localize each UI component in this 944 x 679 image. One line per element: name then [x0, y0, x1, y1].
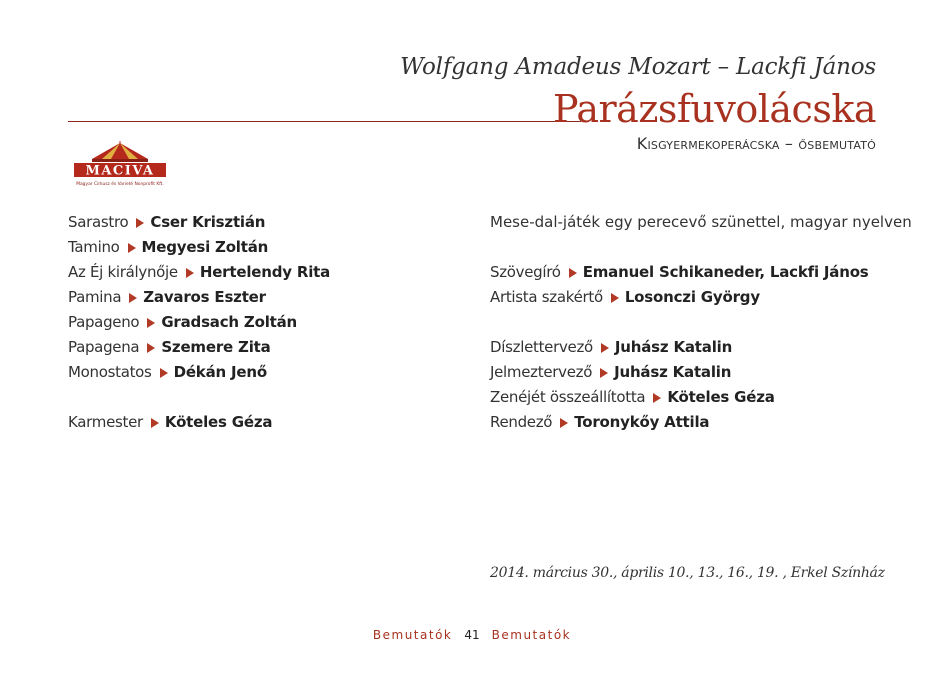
arrow-icon — [653, 393, 661, 403]
spacer — [490, 235, 890, 260]
role-label: Papagena — [68, 338, 140, 356]
authors-line: Wolfgang Amadeus Mozart – Lackfi János — [400, 54, 876, 80]
person-name: Köteles Géza — [667, 388, 775, 406]
role-label: Rendező — [490, 413, 553, 431]
cast-row — [68, 210, 448, 235]
production-description: Mese-dal-játék egy perecevő szünettel, magyar nyelven — [490, 213, 912, 231]
creators-list-a — [490, 260, 890, 310]
person-name: Emanuel Schikaneder, Lackfi János — [582, 263, 869, 281]
page-subtitle: Kisgyermekoperácska – ősbemutató — [636, 134, 876, 153]
person-name: Cser Krisztián — [150, 213, 266, 231]
arrow-icon — [160, 368, 168, 378]
footer-section-right: Bemutatók — [491, 628, 572, 642]
person-name: Juhász Katalin — [614, 363, 732, 381]
person-name: Zavaros Eszter — [143, 288, 266, 306]
arrow-icon — [560, 418, 568, 428]
creators-list-b — [490, 335, 890, 435]
person-name: Losonczi György — [624, 288, 760, 306]
logo-tagline: Magyar Cirkusz és Varieté Nonprofit Kft. — [76, 182, 164, 187]
person-name: Gradsach Zoltán — [161, 313, 298, 331]
person-name: Juhász Katalin — [614, 338, 733, 356]
spacer — [68, 385, 448, 410]
arrow-icon — [600, 368, 608, 378]
arrow-icon — [147, 343, 155, 353]
person-name: Megyesi Zoltán — [141, 238, 269, 256]
cast-row — [68, 360, 448, 385]
credit-row — [490, 410, 890, 435]
role-label: Az Éj királynője — [68, 263, 178, 281]
cast-column — [68, 210, 448, 435]
role-label: Pamina — [68, 288, 122, 306]
title-rule — [68, 121, 581, 122]
person-name: Toronykőy Attila — [574, 413, 710, 431]
cast-row — [68, 335, 448, 360]
role-label: Díszlettervező — [490, 338, 593, 356]
role-label: Zenéjét összeállította — [490, 388, 646, 406]
person-name: Hertelendy Rita — [199, 263, 331, 281]
arrow-icon — [136, 218, 144, 228]
person-name: Dékán Jenő — [173, 363, 267, 381]
logo-wordmark: MACIVA — [85, 163, 155, 179]
page-title: Parázsfuvolácska — [552, 87, 876, 131]
arrow-icon — [569, 268, 577, 278]
role-label: Papageno — [68, 313, 140, 331]
cast-row — [68, 235, 448, 260]
credit-row — [490, 260, 890, 285]
role-label: Szövegíró — [490, 263, 561, 281]
arrow-icon — [129, 293, 137, 303]
role-label: Sarastro — [68, 213, 129, 231]
arrow-icon — [128, 243, 136, 253]
cast-row — [68, 310, 448, 335]
maciva-logo — [74, 141, 166, 191]
credit-row — [490, 335, 890, 360]
cast-row — [68, 285, 448, 310]
credit-row — [490, 285, 890, 310]
page-number: 41 — [464, 628, 480, 642]
arrow-icon — [147, 318, 155, 328]
footer-section-left: Bemutatók — [372, 628, 453, 642]
role-label: Jelmeztervező — [490, 363, 593, 381]
arrow-icon — [611, 293, 619, 303]
page-footer — [0, 628, 944, 642]
arrow-icon — [601, 343, 609, 353]
conductor-role: Karmester — [68, 413, 143, 431]
arrow-icon — [186, 268, 194, 278]
credit-row — [490, 385, 890, 410]
spacer — [490, 310, 890, 335]
arrow-icon — [151, 418, 159, 428]
cast-list — [68, 210, 448, 385]
credits-column — [490, 210, 912, 435]
role-label: Artista szakértő — [490, 288, 603, 306]
cast-row — [68, 260, 448, 285]
conductor-name: Köteles Géza — [164, 413, 273, 431]
role-label: Tamino — [68, 238, 120, 256]
conductor-row — [68, 410, 448, 435]
credit-row — [490, 360, 890, 385]
person-name: Szemere Zita — [161, 338, 271, 356]
performance-dates: 2014. március 30., április 10., 13., 16., 19. , Erkel Színház — [490, 565, 885, 581]
role-label: Monostatos — [68, 363, 152, 381]
